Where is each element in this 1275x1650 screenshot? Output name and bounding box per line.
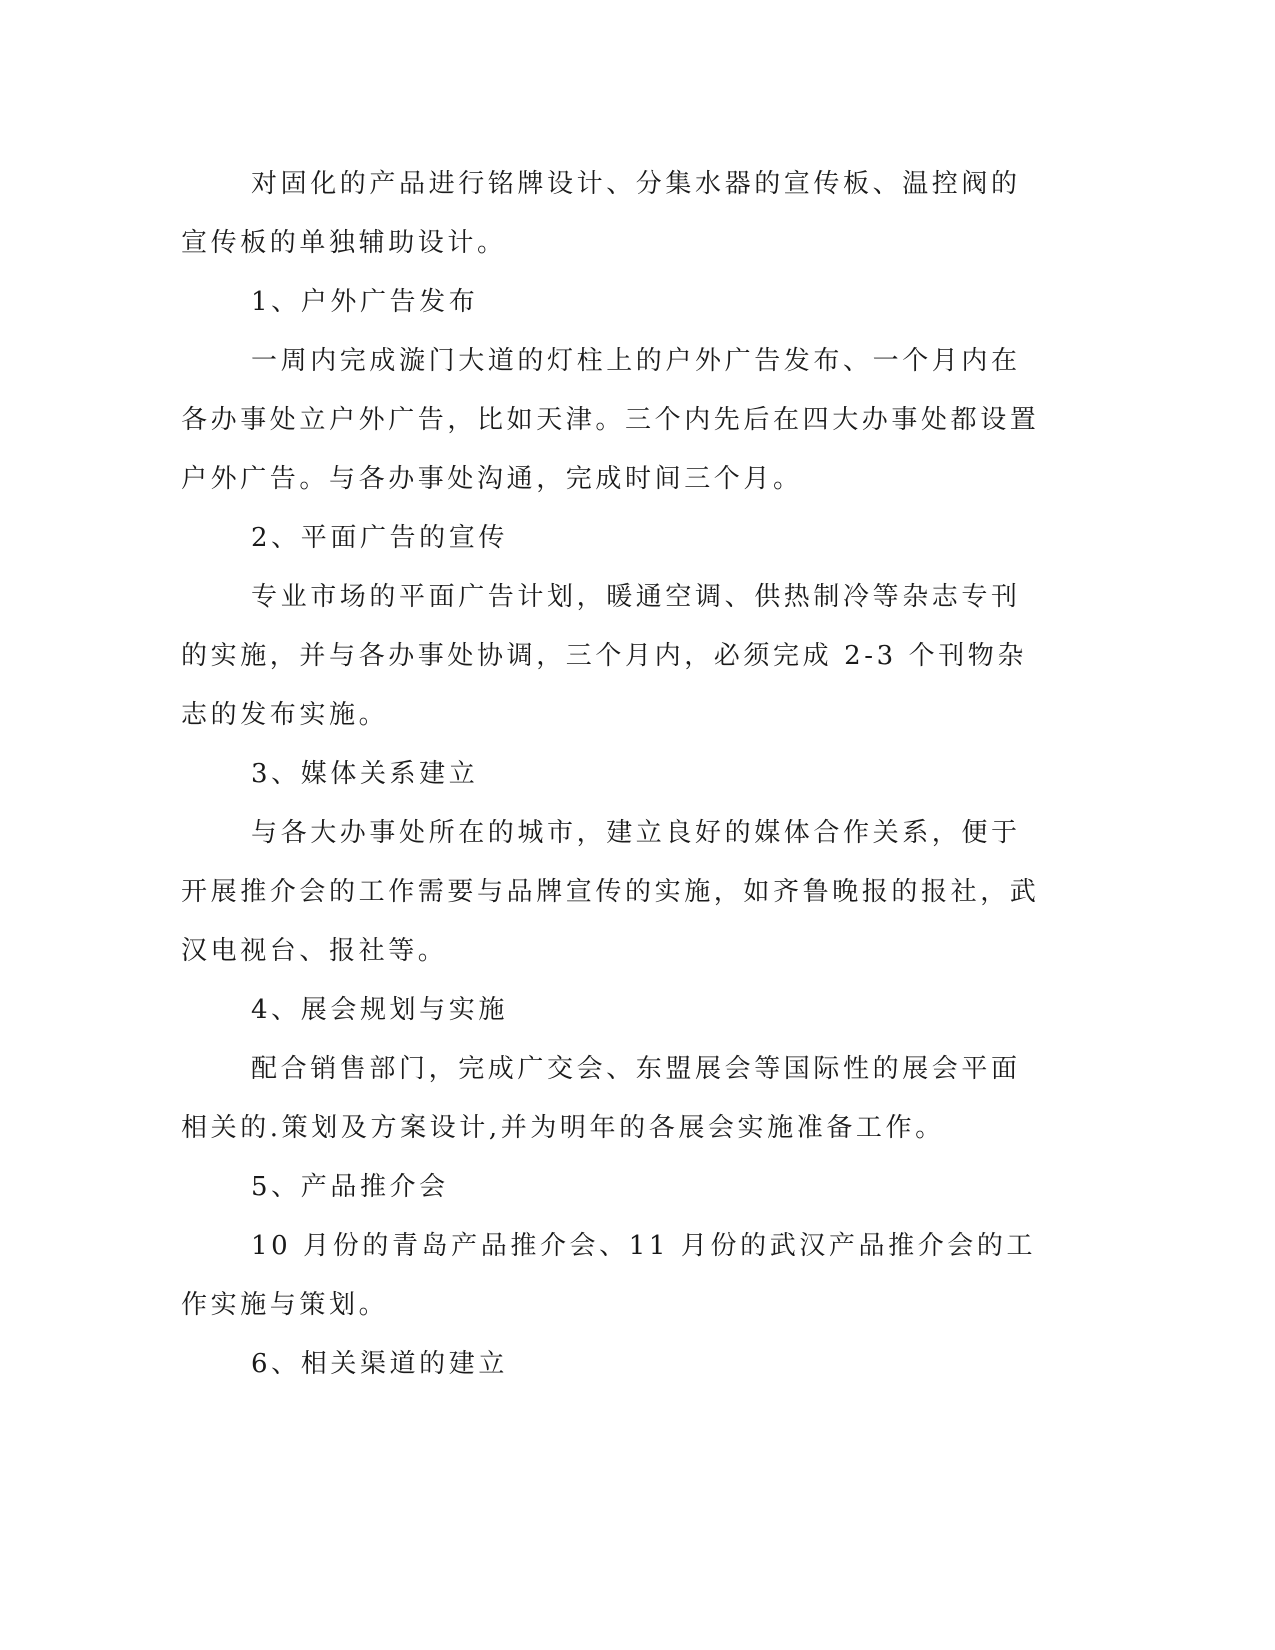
heading-product-launch: 5、产品推介会	[251, 1172, 449, 1202]
paragraph-nameplate-design: 对固化的产品进行铭牌设计、分集水器的宣传板、温控阀的宣传板的单独辅助设计。	[181, 169, 1021, 258]
heading-channel-building: 6、相关渠道的建立	[251, 1349, 508, 1379]
heading-outdoor-ads: 1、户外广告发布	[251, 287, 479, 317]
heading-media-relations: 3、媒体关系建立	[251, 759, 479, 789]
paragraph-print-ads: 专业市场的平面广告计划，暖通空调、供热制冷等杂志专刊的实施，并与各办事处协调，三个月内，必须完成 2-3 个刊物杂志的发布实施。	[181, 582, 1027, 730]
document-body	[181, 155, 1041, 1394]
paragraph-exhibition-planning: 配合销售部门，完成广交会、东盟展会等国际性的展会平面相关的.策划及方案设计,并为明年的各展会实施准备工作。	[181, 1054, 1021, 1143]
heading-print-ads: 2、平面广告的宣传	[251, 523, 508, 553]
paragraph-product-launch: 10 月份的青岛产品推介会、11 月份的武汉产品推介会的工作实施与策划。	[181, 1231, 1037, 1320]
heading-exhibition-planning: 4、展会规划与实施	[251, 995, 508, 1025]
paragraph-media-relations: 与各大办事处所在的城市，建立良好的媒体合作关系，便于开展推介会的工作需要与品牌宣传的实施，如齐鲁晚报的报社，武汉电视台、报社等。	[181, 818, 1040, 966]
paragraph-outdoor-ads: 一周内完成漩门大道的灯柱上的户外广告发布、一个月内在各办事处立户外广告，比如天津。三个内先后在四大办事处都设置户外广告。与各办事处沟通，完成时间三个月。	[181, 346, 1040, 494]
